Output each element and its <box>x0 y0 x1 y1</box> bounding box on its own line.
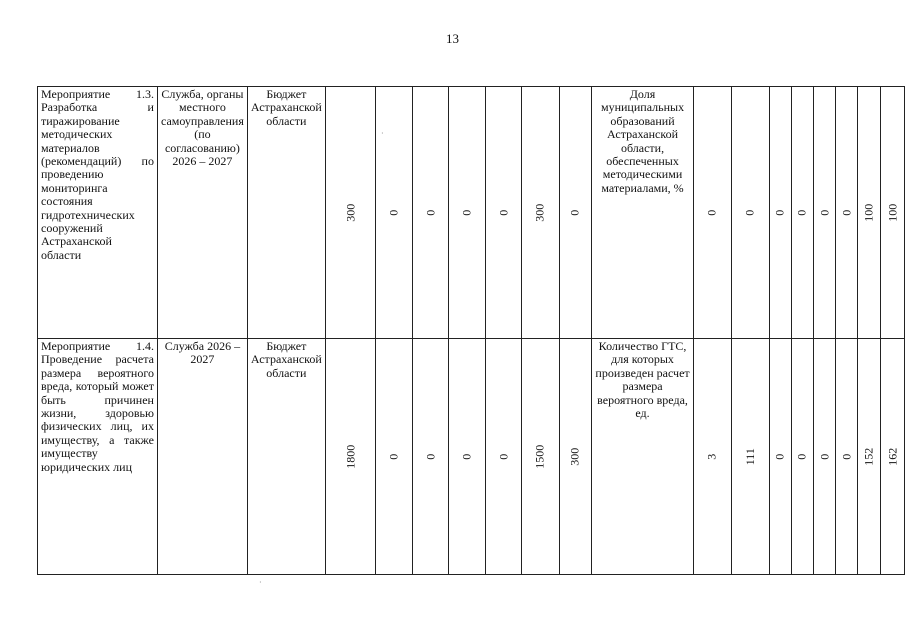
indicator-value: 0 <box>772 453 787 460</box>
indicator-value-cell <box>813 87 835 339</box>
indicator-value-cell <box>694 339 731 575</box>
indicator-value: 100 <box>861 203 876 222</box>
indicator-value-cell <box>769 87 791 339</box>
finance-cell <box>449 339 485 575</box>
indicator-value: 0 <box>794 453 809 460</box>
finance-cell <box>376 87 412 339</box>
finance-cell <box>325 339 376 575</box>
finance-value: 300 <box>567 447 582 466</box>
indicator-value-cell <box>836 339 858 575</box>
indicator-value: 100 <box>884 203 899 222</box>
indicator-value: 152 <box>861 447 876 466</box>
scan-speck: · <box>259 578 262 587</box>
indicator-value-cell <box>791 339 813 575</box>
source-cell: Бюджет Астраханской области <box>247 87 325 339</box>
indicator-value-cell <box>858 87 881 339</box>
indicator-value: 0 <box>816 209 831 216</box>
finance-value: 0 <box>386 209 401 216</box>
indicator-value-cell <box>881 87 905 339</box>
finance-value: 1500 <box>532 444 547 469</box>
scan-speck: · <box>381 129 384 138</box>
finance-cell <box>485 87 521 339</box>
indicator-value-cell <box>836 87 858 339</box>
indicator-cell: Доля муниципальных образований Астраханской области, обеспеченных методическими материалами, % <box>591 87 693 339</box>
finance-cell <box>559 87 591 339</box>
indicator-value-cell <box>769 339 791 575</box>
indicator-value: 0 <box>772 209 787 216</box>
table-row <box>38 87 905 339</box>
executor-cell: Служба 2026 – 2027 <box>157 339 247 575</box>
finance-value: 0 <box>422 453 437 460</box>
finance-cell <box>412 339 448 575</box>
finance-value: 0 <box>495 453 510 460</box>
program-table <box>37 86 905 575</box>
indicator-value: 0 <box>742 209 757 216</box>
executor-cell: Служба, органы местного самоуправления (по согласованию) 2026 – 2027 <box>157 87 247 339</box>
indicator-value: 0 <box>704 209 719 216</box>
indicator-value: 0 <box>839 453 853 460</box>
measure-cell: Мероприятие 1.4. Проведение расчета размера вероятного вреда, который может быть причинен жизни, здоровью физических лиц, их имуществу, а также имуществу юридических лиц <box>38 339 158 575</box>
table-row <box>38 339 905 575</box>
indicator-value-cell <box>731 87 769 339</box>
finance-cell <box>325 87 376 339</box>
indicator-value-cell <box>813 339 835 575</box>
indicator-value-cell <box>881 339 905 575</box>
finance-value: 300 <box>342 203 357 222</box>
page-number: 13 <box>446 31 459 46</box>
finance-value: 0 <box>567 209 582 216</box>
indicator-value: 3 <box>704 453 719 460</box>
indicator-value: 0 <box>794 209 809 216</box>
finance-cell <box>559 339 591 575</box>
source-cell: Бюджет Астраханской области <box>247 339 325 575</box>
finance-cell <box>522 87 559 339</box>
finance-value: 0 <box>459 209 474 216</box>
indicator-cell: Количество ГТС, для которых произведен расчет размера вероятного вреда, ед. <box>591 339 693 575</box>
finance-cell <box>412 87 448 339</box>
finance-cell <box>449 87 485 339</box>
finance-value: 1800 <box>342 444 357 469</box>
finance-cell <box>522 339 559 575</box>
indicator-value-cell <box>694 87 731 339</box>
finance-value: 0 <box>495 209 510 216</box>
indicator-value: 0 <box>839 209 853 216</box>
indicator-value: 162 <box>884 447 899 466</box>
finance-cell <box>376 339 412 575</box>
finance-value: 0 <box>459 453 474 460</box>
measure-cell: Мероприятие 1.3. Разработка и тиражирование методических материалов (рекомендаций) по проведению мониторинга состояния гидротехнических сооружений Астраханской области <box>38 87 158 339</box>
finance-value: 300 <box>532 203 547 222</box>
finance-value: 0 <box>422 209 437 216</box>
finance-value: 0 <box>386 453 401 460</box>
indicator-value-cell <box>731 339 769 575</box>
indicator-value-cell <box>791 87 813 339</box>
indicator-value-cell <box>858 339 881 575</box>
indicator-value: 111 <box>742 447 757 466</box>
finance-cell <box>485 339 521 575</box>
indicator-value: 0 <box>816 453 831 460</box>
